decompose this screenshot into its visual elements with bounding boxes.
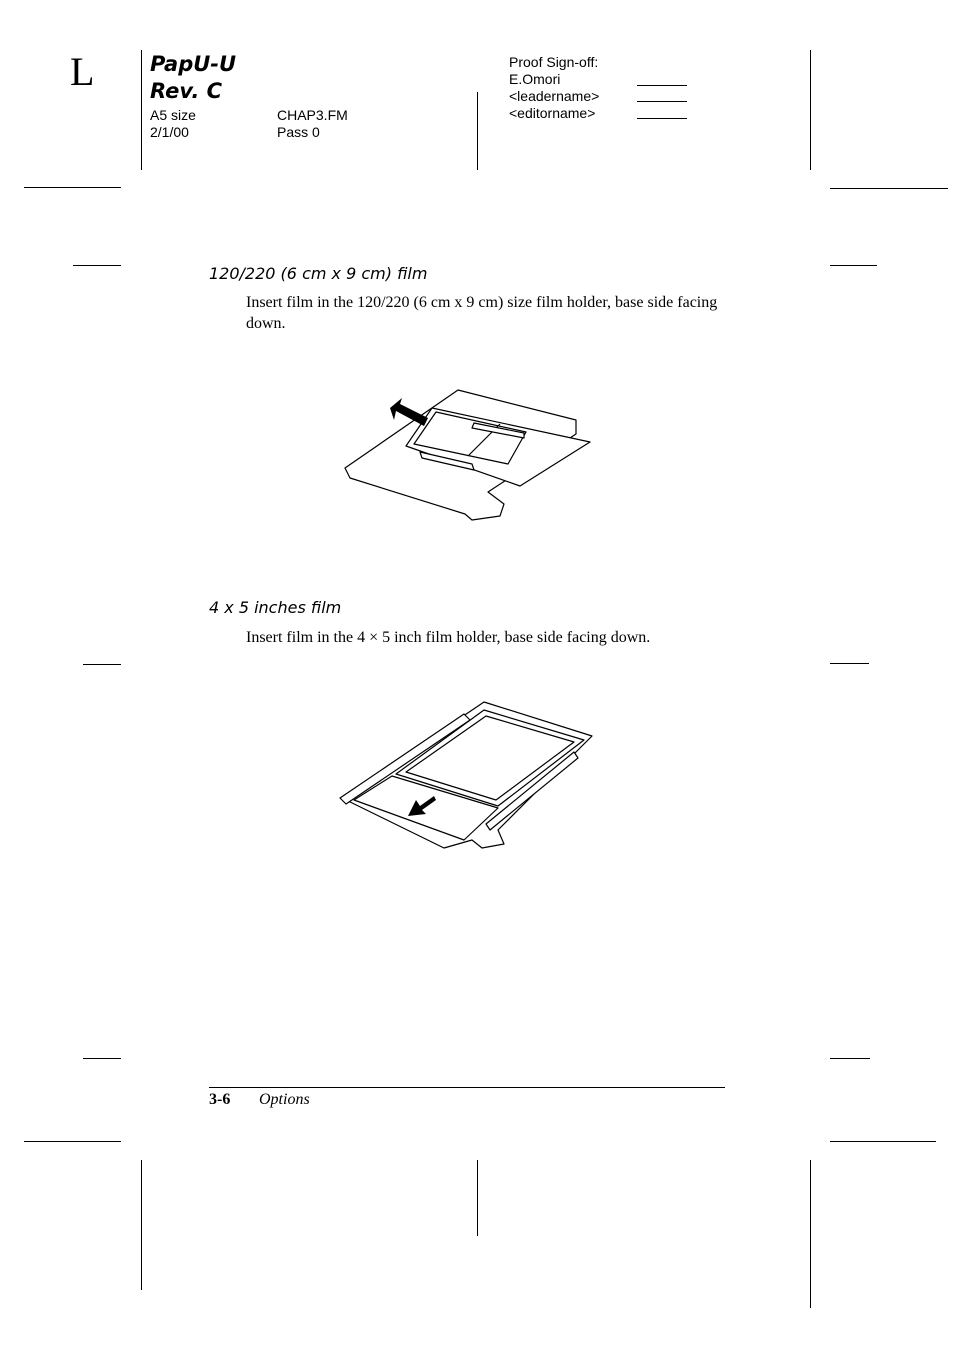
corner-letter: L	[70, 49, 95, 94]
film-holder-120-illustration	[340, 386, 600, 526]
signature-line	[637, 118, 687, 119]
footer-rule	[209, 1087, 725, 1088]
crop-mark	[830, 1141, 936, 1142]
section-heading: 120/220 (6 cm x 9 cm) film	[209, 264, 428, 283]
signer-name: <leadername>	[509, 88, 600, 104]
section-heading: 4 x 5 inches film	[209, 598, 342, 617]
crop-mark	[477, 92, 478, 170]
crop-mark	[73, 265, 121, 266]
crop-mark	[83, 664, 121, 665]
page-number: 3-6	[209, 1091, 231, 1108]
file-name: CHAP3.FM	[277, 107, 348, 123]
crop-mark	[830, 188, 948, 189]
crop-mark	[830, 663, 869, 664]
doc-title-line1: PapU-U	[150, 52, 237, 76]
crop-mark	[141, 50, 142, 170]
signer-name: <editorname>	[509, 105, 596, 121]
arrow-icon	[390, 398, 428, 426]
film-holder-4x5-illustration	[336, 698, 596, 858]
footer-section-label: Options	[259, 1091, 310, 1108]
section-body: Insert film in the 120/220 (6 cm x 9 cm) size film holder, base side facing down.	[246, 294, 718, 332]
crop-mark	[810, 50, 811, 170]
crop-mark	[141, 1160, 142, 1290]
crop-mark	[24, 187, 121, 188]
section-body: Insert film in the 4 × 5 inch film holder, base side facing down.	[246, 629, 651, 646]
crop-mark	[24, 1141, 121, 1142]
crop-mark	[810, 1160, 811, 1308]
proof-signoff-label: Proof Sign-off:	[509, 54, 599, 70]
signature-line	[637, 85, 687, 86]
doc-title-line2: Rev. C	[150, 79, 223, 103]
page-size-label: A5 size	[150, 107, 196, 123]
pass-label: Pass 0	[277, 124, 320, 140]
crop-mark	[830, 265, 877, 266]
crop-mark	[830, 1058, 870, 1059]
crop-mark	[477, 1160, 478, 1236]
crop-mark	[83, 1058, 121, 1059]
signer-name: E.Omori	[509, 71, 561, 87]
doc-date: 2/1/00	[150, 124, 189, 140]
signature-line	[637, 101, 687, 102]
